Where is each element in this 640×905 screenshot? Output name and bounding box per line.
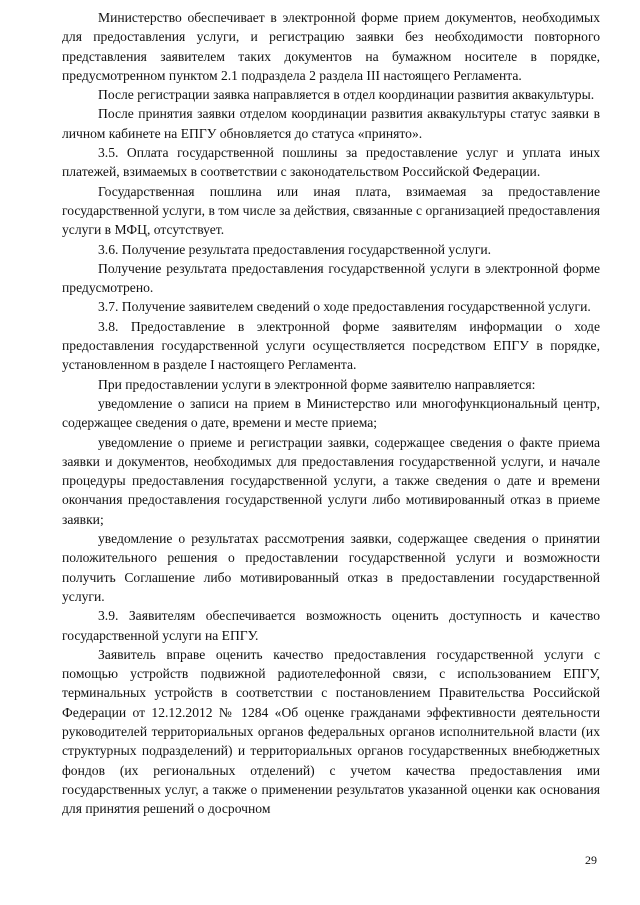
paragraph: Заявитель вправе оценить качество предоставления государственной услуги с помощью устройств подвижной радиотелефонной связи, с использованием ЕПГУ, терминальных устройств в соответствии с постановлением Правительства Российской Федерации от 12.12.2012 № 1284 «Об оценке гражданами эффективности деятельности руководителей территориальных органов федеральных органов исполнительной власти (их структурных подразделений) и территориальных органов государственных внебюджетных фондов (их региональных отделений) с учетом качества предоставления ими государственных услуг, а также о применении результатов указанной оценки как основания для принятия решений о досрочном: [62, 646, 600, 817]
page-number: 29: [585, 853, 597, 867]
paragraph: уведомление о результатах рассмотрения заявки, содержащее сведения о принятии положительного решения о предоставлении государственной услуги и возможности получить Соглашение либо мотивированный отказ в предоставлении государственной услуги.: [62, 531, 600, 604]
paragraph: При предоставлении услуги в электронной форме заявителю направляется:: [98, 376, 536, 392]
paragraph: уведомление о записи на прием в Министерство или многофункциональный центр, содержащее сведения о дате, времени и месте приема;: [62, 395, 600, 431]
paragraph: Министерство обеспечивает в электронной форме прием документов, необходимых для предоставления услуги, и регистрацию заявки без необходимости повторного представления заявителем таких документов на бумажном носителе в порядке, предусмотренном пунктом 2.1 подраздела 2 раздела III настоящего Регламента.: [62, 10, 600, 83]
paragraph: 3.8. Предоставление в электронной форме заявителям информации о ходе предоставления государственной услуги осуществляется посредством ЕПГУ в порядке, установленном в разделе I настоящего Регламента.: [62, 318, 600, 373]
paragraph: уведомление о приеме и регистрации заявки, содержащее сведения о факте приема заявки и документов, необходимых для предоставления государственной услуги, и начале процедуры предоставления государственной услуги, а также сведения о дате и времени окончания предоставления государственной услуги либо мотивированный отказ в приеме заявки;: [62, 434, 600, 527]
document-body: [62, 8, 600, 818]
paragraph: Государственная пошлина или иная плата, взимаемая за предоставление государственной услуги, в том числе за действия, связанные с организацией предоставления услуги в МФЦ, отсутствует.: [62, 183, 600, 238]
paragraph: 3.9. Заявителям обеспечивается возможность оценить доступность и качество государственной услуги на ЕПГУ.: [62, 608, 600, 643]
paragraph: 3.6. Получение результата предоставления государственной услуги.: [98, 241, 492, 257]
paragraph: После регистрации заявка направляется в отдел координации развития аквакультуры.: [98, 87, 595, 103]
paragraph: Получение результата предоставления государственной услуги в электронной форме предусмотрено.: [62, 260, 600, 296]
paragraph: После принятия заявки отделом координации развития аквакультуры статус заявки в личном кабинете на ЕПГУ обновляется до статуса «принято».: [62, 106, 600, 141]
paragraph: 3.5. Оплата государственной пошлины за предоставление услуг и уплата иных платежей, взимаемых в соответствии с законодательством Российской Федерации.: [62, 145, 600, 180]
paragraph: 3.7. Получение заявителем сведений о ходе предоставления государственной услуги.: [98, 299, 591, 315]
